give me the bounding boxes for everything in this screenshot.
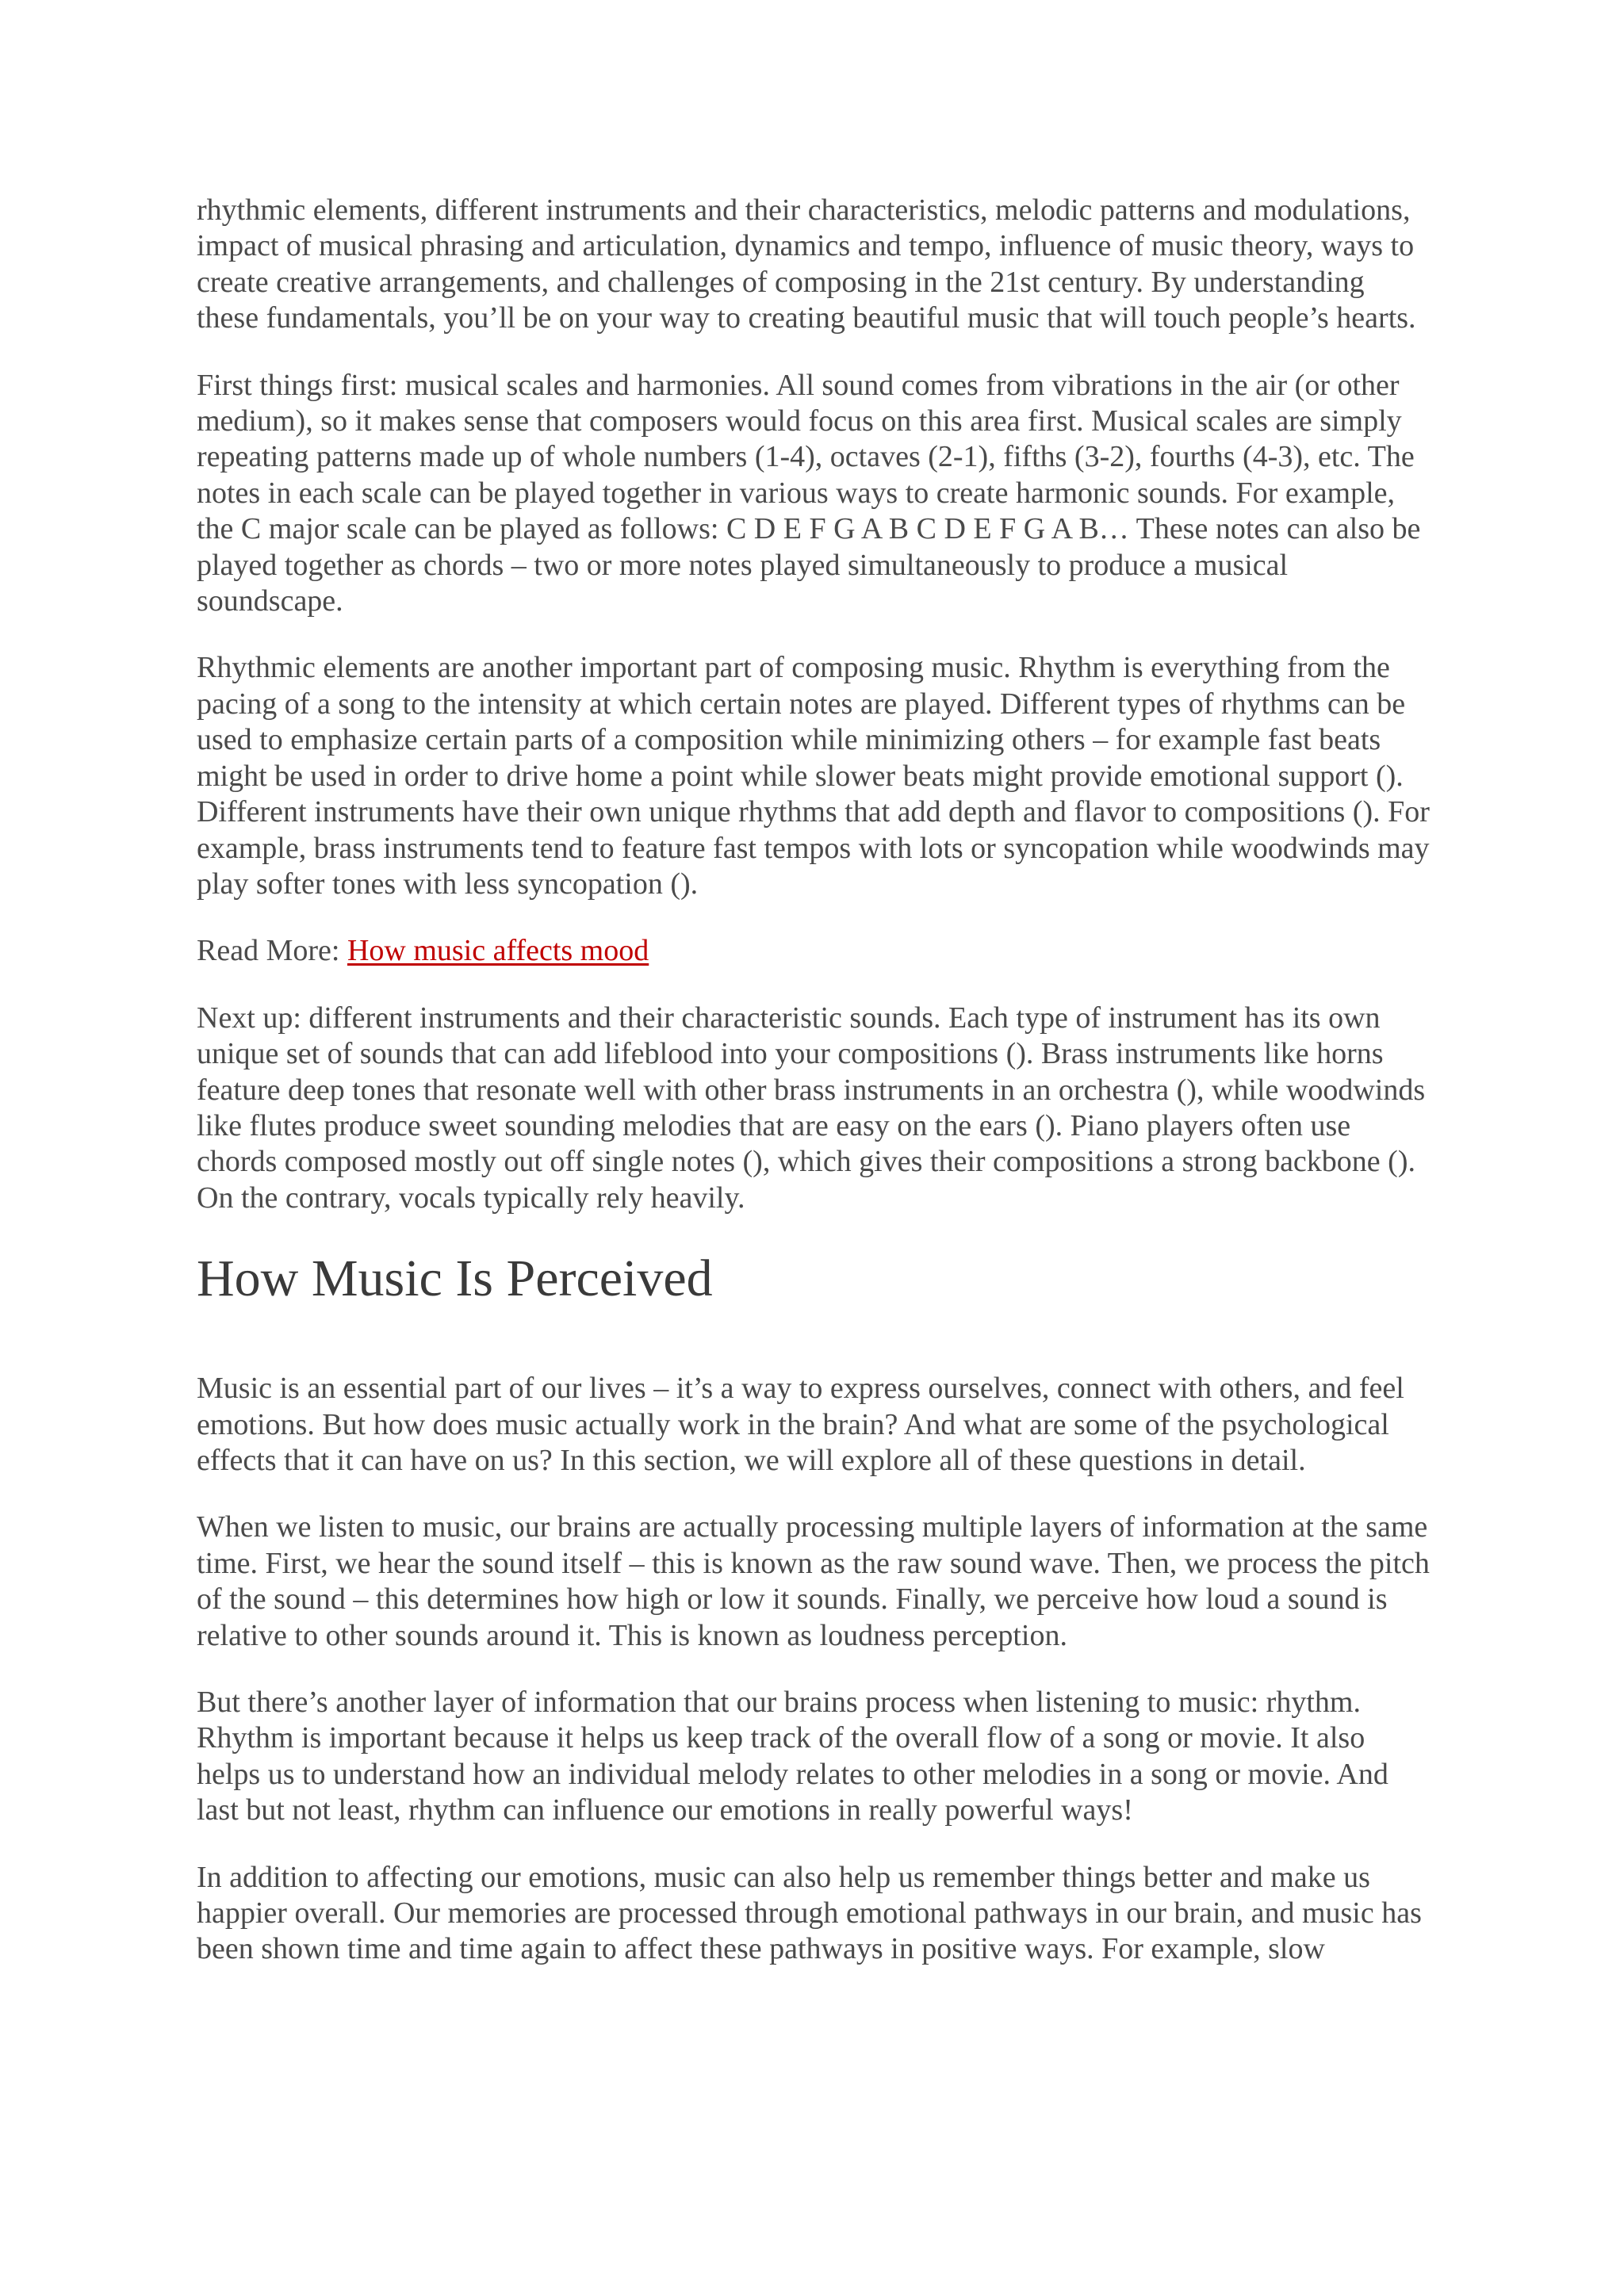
- paragraph-listening-layers: When we listen to music, our brains are actually processing multiple layers of information at the same time. First, we hear the sound itself – this is known as the raw sound wave. Then, we process the pitch of the sound – this determines how high or low it sounds. Finally, we perceive how loud a sound is relative to other sounds around it. This is known as loudness perception.: [197, 1510, 1430, 1652]
- article-body: [197, 193, 1434, 1999]
- read-more-label: Read More:: [197, 934, 347, 968]
- paragraph-scales-harmonies: First things first: musical scales and harmonies. All sound comes from vibrations in the air (or other medium), so it makes sense that composers would focus on this area first. Musical scales are simply repeating patterns made up of whole numbers (1-4), octaves (2-1), fifths (3-2), fourths (4-3), etc. The notes in each scale can be played together in various ways to create harmonic sounds. For example, the C major scale can be played as follows: C D E F G A B C D E F G A B… These notes can also be played together as chords – two or more notes played simultaneously to produce a musical soundscape.: [197, 368, 1421, 618]
- paragraph-rhythmic-elements: Rhythmic elements are another important part of composing music. Rhythm is everything from the pacing of a song to the intensity at which certain notes are played. Different types of rhythms can be used to emphasize certain parts of a composition while minimizing others – for example fast beats might be used in order to drive home a point while slower beats might provide emotional support (). Different instruments have their own unique rhythms that add depth and flavor to compositions (). For example, brass instruments tend to feature fast tempos with lots or syncopation while woodwinds may play softer tones with less syncopation ().: [197, 651, 1430, 901]
- read-more-link[interactable]: How music affects mood: [347, 934, 649, 968]
- section-heading: How Music Is Perceived: [197, 1249, 713, 1308]
- read-more-line: [197, 933, 1434, 969]
- paragraph-music-essential: Music is an essential part of our lives – it’s a way to express ourselves, connect with others, and feel emotions. But how does music actually work in the brain? And what are some of the psychological effects that it can have on us? In this section, we will explore all of these questions in detail.: [197, 1372, 1404, 1477]
- paragraph-instruments: Next up: different instruments and their characteristic sounds. Each type of instrument has its own unique set of sounds that can add lifeblood into your compositions (). Brass instruments like horns feature deep tones that resonate well with other brass instruments in an orchestra (), while woodwinds like flutes produce sweet sounding melodies that are easy on the ears (). Piano players often use chords composed mostly out off single notes (), which gives their compositions a strong backbone (). On the contrary, vocals typically rely heavily.: [197, 1001, 1426, 1215]
- paragraph-rhythm-layer: But there’s another layer of information that our brains process when listening to music: rhythm. Rhythm is important because it helps us keep track of the overall flow of a song or movie. It also helps us to understand how an individual melody relates to other melodies in a song or movie. And last but not least, rhythm can influence our emotions in really powerful ways!: [197, 1686, 1388, 1827]
- paragraph-memory-happiness: In addition to affecting our emotions, music can also help us remember things better and make us happier overall. Our memories are processed through emotional pathways in our brain, and music has been shown time and time again to affect these pathways in positive ways. For example, slow: [197, 1860, 1422, 1966]
- paragraph-intro-continued: rhythmic elements, different instruments and their characteristics, melodic patterns and modulations, impact of musical phrasing and articulation, dynamics and tempo, influence of music theory, ways to create creative arrangements, and challenges of composing in the 21st century. By understanding these fundamentals, you’ll be on your way to creating beautiful music that will touch people’s hearts.: [197, 193, 1416, 335]
